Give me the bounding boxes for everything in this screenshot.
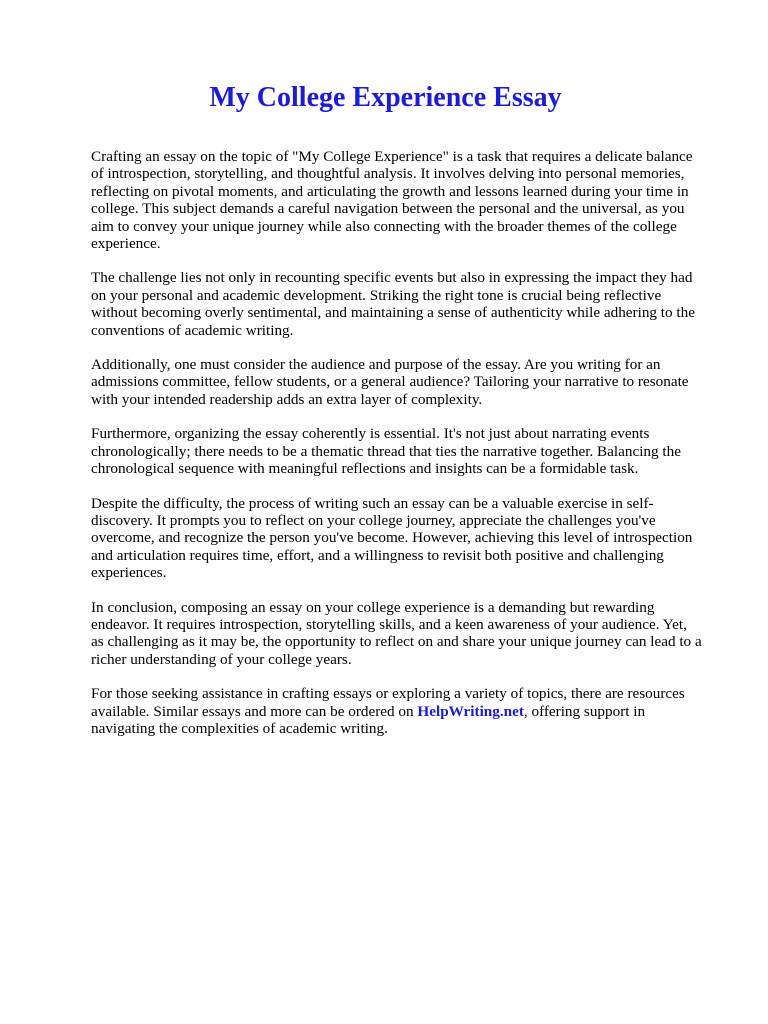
closing-text-before-link: For those seeking assistance in crafting essays or exploring a variety of topics, there are resources available. Similar essays and more can be ordered on [91,685,685,720]
page-title: My College Experience Essay [209,82,562,113]
paragraph-organization: Furthermore, organizing the essay coherently is essential. It's not just about narrating events chronologically; there needs to be a thematic thread that ties the narrative together. Balancing the chronological sequence with meaningful reflections and insights can be a formidable task. [91,425,681,478]
helpwriting-link[interactable]: HelpWriting.net [417,702,524,720]
paragraph-challenge: The challenge lies not only in recounting specific events but also in expressing the impact they had on your personal and academic development. Striking the right tone is crucial being reflective without becoming overly sentimental, and maintaining a sense of authenticity while adhering to the conventions of academic writing. [91,269,695,339]
closing-text-after-link: , offering support in navigating the complexities of academic writing. [91,702,646,737]
paragraph-closing [91,685,702,737]
paragraph-intro: Crafting an essay on the topic of "My College Experience" is a task that requires a delicate balance of introspection, storytelling, and thoughtful analysis. It involves delving into personal memories, reflecting on pivotal moments, and articulating the growth and lessons learned during your time in college. This subject demands a careful navigation between the personal and the universal, as you aim to convey your unique journey while also connecting with the broader themes of the college experience. [91,148,693,253]
paragraph-audience: Additionally, one must consider the audience and purpose of the essay. Are you writing for an admissions committee, fellow students, or a general audience? Tailoring your narrative to resonate with your intended readership adds an extra layer of complexity. [91,356,689,408]
paragraph-conclusion: In conclusion, composing an essay on your college experience is a demanding but rewarding endeavor. It requires introspection, storytelling skills, and a keen awareness of your audience. Yet, as challenging as it may be, the opportunity to reflect on and share your unique journey can lead to a richer understanding of your college years. [91,598,702,668]
paragraph-discovery: Despite the difficulty, the process of writing such an essay can be a valuable exercise in self-discovery. It prompts you to reflect on your college journey, appreciate the challenges you've overcome, and recognize the person you've become. However, achieving this level of introspection and articulation requires time, effort, and a willingness to revisit both positive and challenging experiences. [91,494,693,582]
